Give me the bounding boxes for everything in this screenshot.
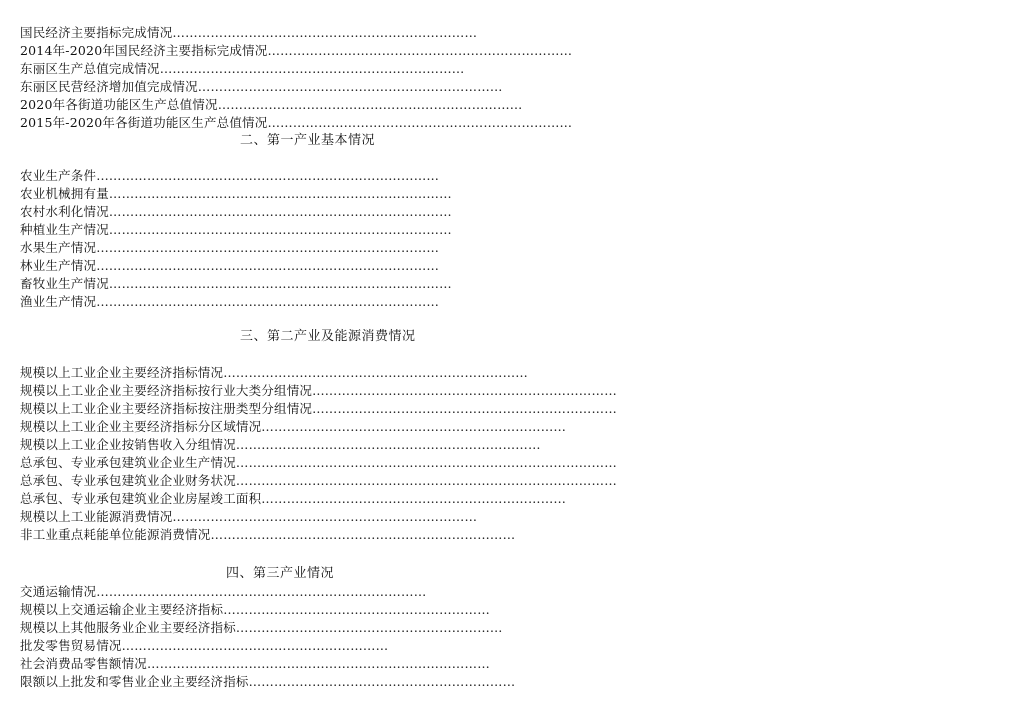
toc-entry: 规模以上工业企业按销售收入分组情况……………………………………………………………… <box>20 437 541 452</box>
toc-entry: 2020年各街道功能区生产总值情况……………………………………………………………… <box>20 97 523 112</box>
toc-entry: 非工业重点耗能单位能源消费情况……………………………………………………………… <box>20 527 516 542</box>
toc-entry: 东丽区生产总值完成情况……………………………………………………………… <box>20 61 465 76</box>
toc-entry: 国民经济主要指标完成情况……………………………………………………………… <box>20 25 478 40</box>
toc-entry: 规模以上工业企业主要经济指标情况……………………………………………………………… <box>20 365 529 380</box>
toc-entry: 畜牧业生产情况……………………………………………………………………… <box>20 276 452 291</box>
toc-entry: 规模以上工业企业主要经济指标分区域情况……………………………………………………………… <box>20 419 567 434</box>
toc-entry: 规模以上工业企业主要经济指标按注册类型分组情况……………………………………………………………… <box>20 401 617 416</box>
toc-entry: 农业机械拥有量……………………………………………………………………… <box>20 186 452 201</box>
toc-entry: 水果生产情况……………………………………………………………………… <box>20 240 440 255</box>
toc-entry: 总承包、专业承包建筑业企业财务状况……………………………………………………………………………… <box>20 473 617 488</box>
toc-entry: 社会消费品零售额情况……………………………………………………………………… <box>20 656 490 671</box>
toc-entry: 渔业生产情况……………………………………………………………………… <box>20 294 440 309</box>
toc-entry: 林业生产情况……………………………………………………………………… <box>20 258 440 273</box>
toc-entry: 种植业生产情况……………………………………………………………………… <box>20 222 452 237</box>
toc-entry: 总承包、专业承包建筑业企业生产情况……………………………………………………………………………… <box>20 455 617 470</box>
section-heading: 三、第二产业及能源消费情况 <box>240 329 416 344</box>
toc-entry: 东丽区民营经济增加值完成情况……………………………………………………………… <box>20 79 503 94</box>
toc-entry: 农业生产条件……………………………………………………………………… <box>20 168 440 183</box>
toc-entry: 2015年-2020年各街道功能区生产总值情况……………………………………………………………… <box>20 115 573 130</box>
toc-entry: 2014年-2020年国民经济主要指标完成情况……………………………………………………………… <box>20 43 573 58</box>
toc-entry: 规模以上工业能源消费情况……………………………………………………………… <box>20 509 478 524</box>
toc-entry: 规模以上交通运输企业主要经济指标……………………………………………………… <box>20 602 490 617</box>
toc-entry: 规模以上其他服务业企业主要经济指标……………………………………………………… <box>20 620 503 635</box>
toc-entry: 规模以上工业企业主要经济指标按行业大类分组情况……………………………………………………………… <box>20 383 617 398</box>
toc-entry: 限额以上批发和零售业企业主要经济指标……………………………………………………… <box>20 674 516 689</box>
section-heading: 二、第一产业基本情况 <box>240 133 376 148</box>
toc-entry: 农村水利化情况……………………………………………………………………… <box>20 204 452 219</box>
toc-entry: 批发零售贸易情况……………………………………………………… <box>20 638 389 653</box>
section-heading: 四、第三产业情况 <box>226 566 335 581</box>
toc-entry: 交通运输情况…………………………………………………………………… <box>20 584 427 599</box>
toc-entry: 总承包、专业承包建筑业企业房屋竣工面积……………………………………………………………… <box>20 491 567 506</box>
